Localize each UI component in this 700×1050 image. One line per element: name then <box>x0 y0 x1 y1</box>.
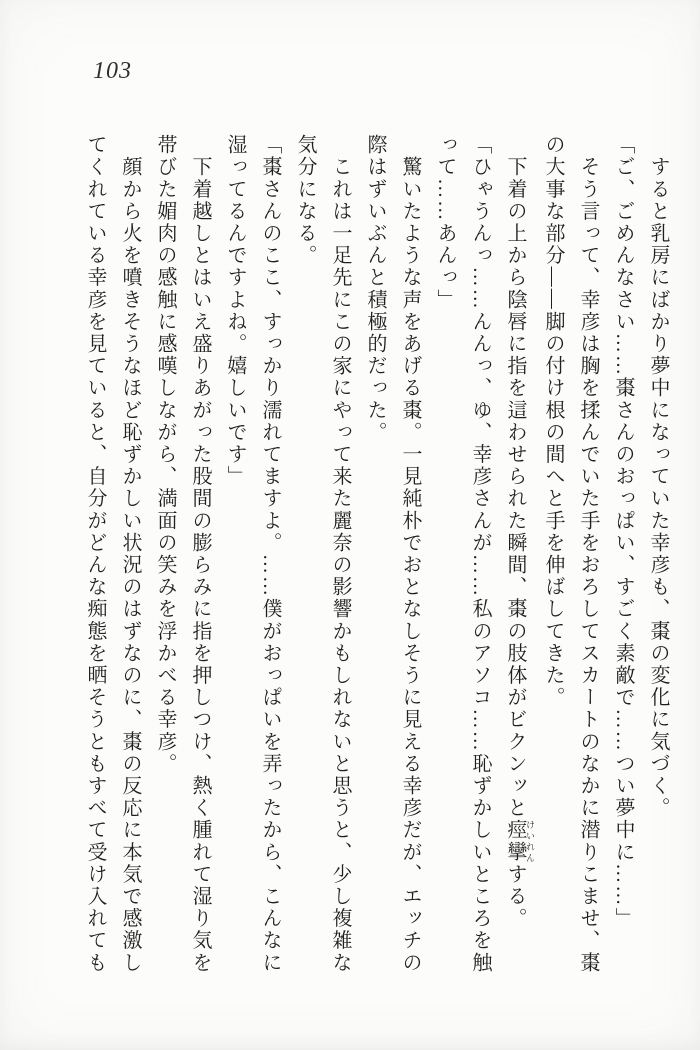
text-column: 驚いたような声をあげる棗。一見純朴でおとなしそうに見える幸彦だが、エッチの <box>399 134 421 974</box>
text-column: って……あんっ」 <box>434 134 456 311</box>
text-column: すると乳房にばかり夢中になっていた幸彦も、棗の変化に気づく。 <box>647 134 669 820</box>
text-column: 顔から火を噴きそうなほど恥ずかしい状況のはずなのに、棗の反応に本気で感激し <box>119 134 141 974</box>
furigana: けいれん <box>525 819 535 864</box>
text-column: 下着越しとはいえ盛りあがった股間の膨らみに指を押しつけ、熱く腫れて湿り気を <box>189 134 211 974</box>
text-column: 「棗さんのここ、すっかり濡れてますよ。……僕がおっぱいを弄ったから、こんなに <box>259 134 281 974</box>
text-column: 「ひゃうんっ……んんっ、ゆ、幸彦さんが……私のアソコ……恥ずかしいところを触 <box>469 134 491 974</box>
text-column: 気分になる。 <box>294 134 316 267</box>
ruby-annotated-word: 痙攣 けいれん <box>504 819 535 864</box>
text-column: そう言って、幸彦は胸を揉んでいた手をおろしてスカートのなかに潜りこませ、棗 <box>577 134 599 974</box>
text-column: の大事な部分――脚の付け根の間へと手を伸ばしてきた。 <box>542 134 564 709</box>
text-column: 湿ってるんですよね。嬉しいです」 <box>224 134 246 488</box>
text-column: 帯びた媚肉の感触に感嘆しながら、満面の笑みを浮かべる幸彦。 <box>154 134 176 775</box>
page-text-block <box>77 134 675 984</box>
page-number: 103 <box>93 58 132 84</box>
text-column: 下着の上から陰唇に指を這わせられた瞬間、棗の肢体がビクンッと痙攣 けいれんする。 <box>504 134 535 930</box>
text-column: てくれている幸彦を見ていると、自分がどんな痴態を晒そうともすべて受け入れても <box>84 134 106 974</box>
text-column: これは一足先にこの家にやって来た麗奈の影響かもしれないと思うと、少し複雑な <box>329 134 351 974</box>
text-column: 際はずいぶんと積極的だった。 <box>364 134 386 444</box>
text-column: 「ご、ごめんなさい……棗さんのおっぱい、すごく素敵で……つい夢中に……」 <box>612 134 634 930</box>
